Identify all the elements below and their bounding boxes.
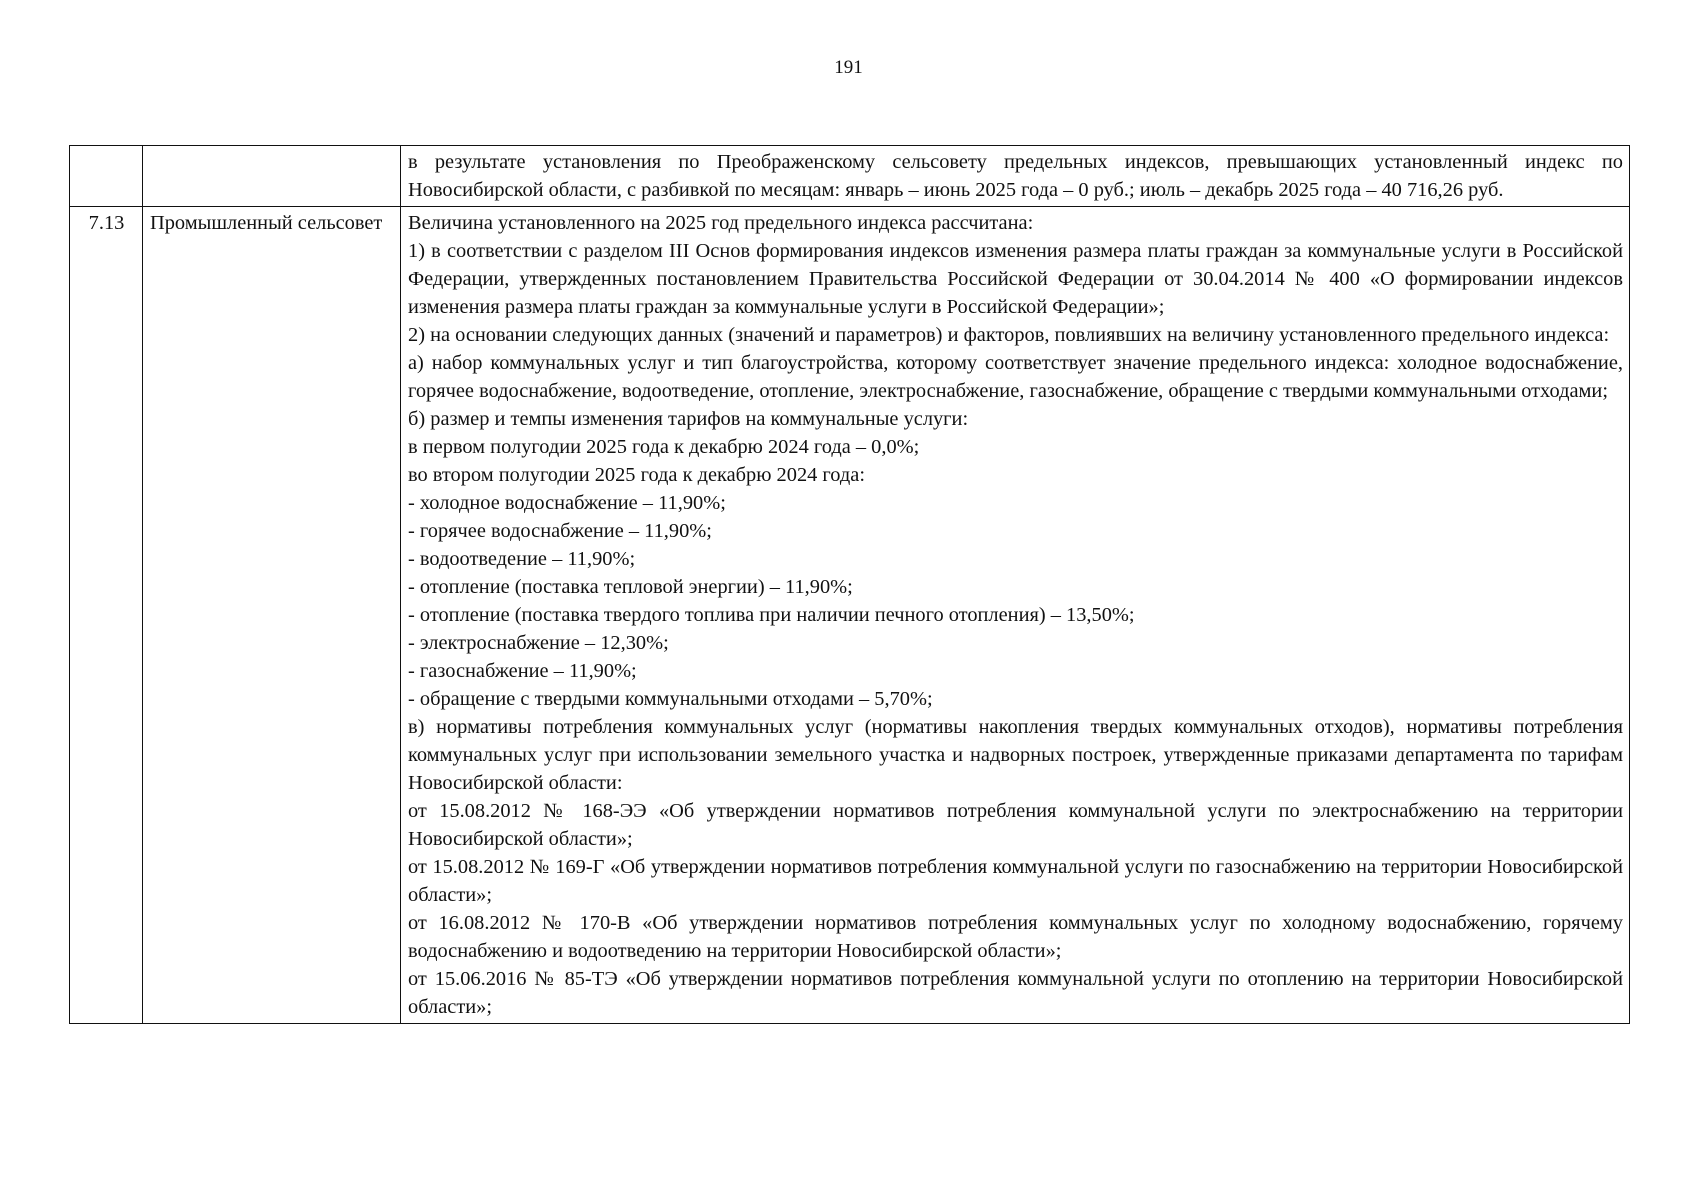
list-item: - отопление (поставка тепловой энергии) – 11,90%; [408, 576, 853, 598]
order-reference: от 15.06.2016 № 85-ТЭ «Об утверждении нормативов потребления коммунальной услуги по отоплению на территории Новосибирской области»; [408, 968, 1623, 1018]
paragraph: Величина установленного на 2025 год предельного индекса рассчитана: [408, 212, 1034, 234]
list-item: - холодное водоснабжение – 11,90%; [408, 492, 726, 514]
paragraph: 1) в соответствии с разделом III Основ формирования индексов изменения размера платы граждан за коммунальные услуги в Российской Федерации, утвержденных постановлением Правительства Российской Федерации от 30.04.2014 № 400 «О формировании индексов изменения размера платы граждан за коммунальные услуги в Российской Федерации»; [408, 240, 1623, 318]
paragraph: 2) на основании следующих данных (значений и параметров) и факторов, повлиявших на величину установленного предельного индекса: [408, 324, 1610, 346]
paragraph: в) нормативы потребления коммунальных услуг (нормативы накопления твердых коммунальных отходов), нормативы потребления коммунальных услуг при использовании земельного участка и надворных построек, утвержденные приказами департамента по тарифам Новосибирской области: [408, 716, 1623, 794]
table-row [70, 207, 1630, 1024]
document-table [69, 145, 1630, 1024]
description-cell [401, 146, 1630, 207]
paragraph: в первом полугодии 2025 года к декабрю 2024 года – 0,0%; [408, 436, 920, 458]
list-item: - электроснабжение – 12,30%; [408, 632, 669, 654]
municipality-name: Промышленный сельсовет [143, 207, 401, 1024]
order-reference: от 15.08.2012 № 169-Г «Об утверждении нормативов потребления коммунальной услуги по газоснабжению на территории Новосибирской области»; [408, 856, 1623, 906]
list-item: - водоотведение – 11,90%; [408, 548, 636, 570]
description-cell [401, 207, 1630, 1024]
table-row [70, 146, 1630, 207]
page-number: 191 [834, 57, 863, 78]
list-item: - газоснабжение – 11,90%; [408, 660, 637, 682]
list-item: - обращение с твердыми коммунальными отходами – 5,70%; [408, 688, 933, 710]
order-reference: от 15.08.2012 № 168-ЭЭ «Об утверждении нормативов потребления коммунальной услуги по электроснабжению на территории Новосибирской области»; [408, 800, 1623, 850]
paragraph: во втором полугодии 2025 года к декабрю 2024 года: [408, 464, 865, 486]
row-number: 7.13 [70, 207, 143, 1024]
paragraph: а) набор коммунальных услуг и тип благоустройства, которому соответствует значение предельного индекса: холодное водоснабжение, горячее водоснабжение, водоотведение, отопление, электроснабжение, газоснабжение, обращение с твердыми коммунальными отходами; [408, 352, 1623, 402]
list-item: - отопление (поставка твердого топлива при наличии печного отопления) – 13,50%; [408, 604, 1135, 626]
row-number [70, 146, 143, 207]
list-item: - горячее водоснабжение – 11,90%; [408, 520, 712, 542]
paragraph: в результате установления по Преображенскому сельсовету предельных индексов, превышающих установленный индекс по Новосибирской области, с разбивкой по месяцам: январь – июнь 2025 года – 0 руб.; июль – декабрь 2025 года – 40 716,26 руб. [408, 151, 1623, 201]
paragraph: б) размер и темпы изменения тарифов на коммунальные услуги: [408, 408, 969, 430]
municipality-name [143, 146, 401, 207]
order-reference: от 16.08.2012 № 170-В «Об утверждении нормативов потребления коммунальных услуг по холодному водоснабжению, горячему водоснабжению и водоотведению на территории Новосибирской области»; [408, 912, 1623, 962]
